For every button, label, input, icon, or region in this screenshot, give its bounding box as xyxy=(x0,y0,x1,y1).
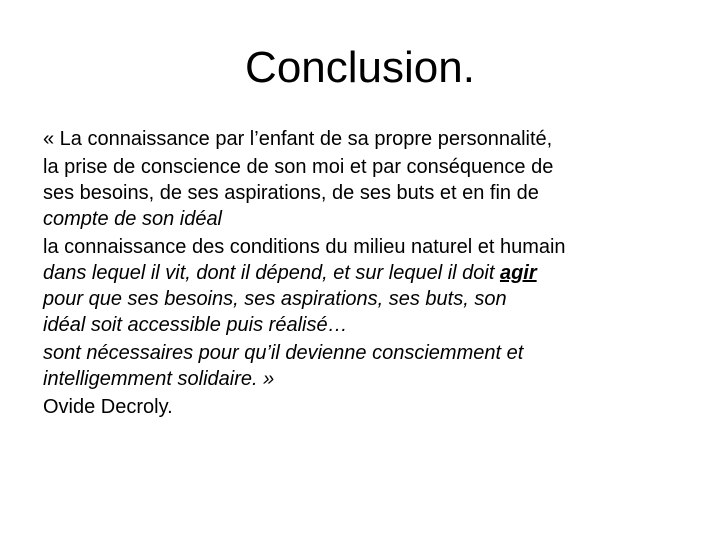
quote-paragraph-4 xyxy=(43,340,693,392)
quote-line: la connaissance des conditions du milieu naturel et humain xyxy=(43,236,566,258)
quote-line: pour que ses besoins, ses aspirations, ses buts, son xyxy=(43,288,507,310)
quote-line: « La connaissance par l’enfant de sa propre personnalité, xyxy=(43,128,553,150)
quote-body xyxy=(43,126,693,420)
emphasis-word: agir xyxy=(499,262,537,284)
slide-title: Conclusion. xyxy=(245,43,475,92)
quote-line-text: dans lequel il vit, dont il dépend, et sur lequel il doit xyxy=(43,262,500,284)
quote-author: Ovide Decroly. xyxy=(43,396,173,418)
quote-line: ses besoins, de ses aspirations, de ses buts et en fin de xyxy=(43,182,539,204)
quote-line: intelligemment solidaire. » xyxy=(43,368,275,390)
quote-line: compte de son idéal xyxy=(43,208,223,230)
quote-line xyxy=(43,260,693,286)
quote-paragraph-1 xyxy=(43,126,693,152)
quote-line: la prise de conscience de son moi et par conséquence de xyxy=(43,156,554,178)
quote-line: sont nécessaires pour qu’il devienne consciemment et xyxy=(43,342,524,364)
quote-paragraph-3 xyxy=(43,234,693,338)
quote-line: idéal soit accessible puis réalisé… xyxy=(43,314,348,336)
quote-paragraph-2 xyxy=(43,154,693,232)
